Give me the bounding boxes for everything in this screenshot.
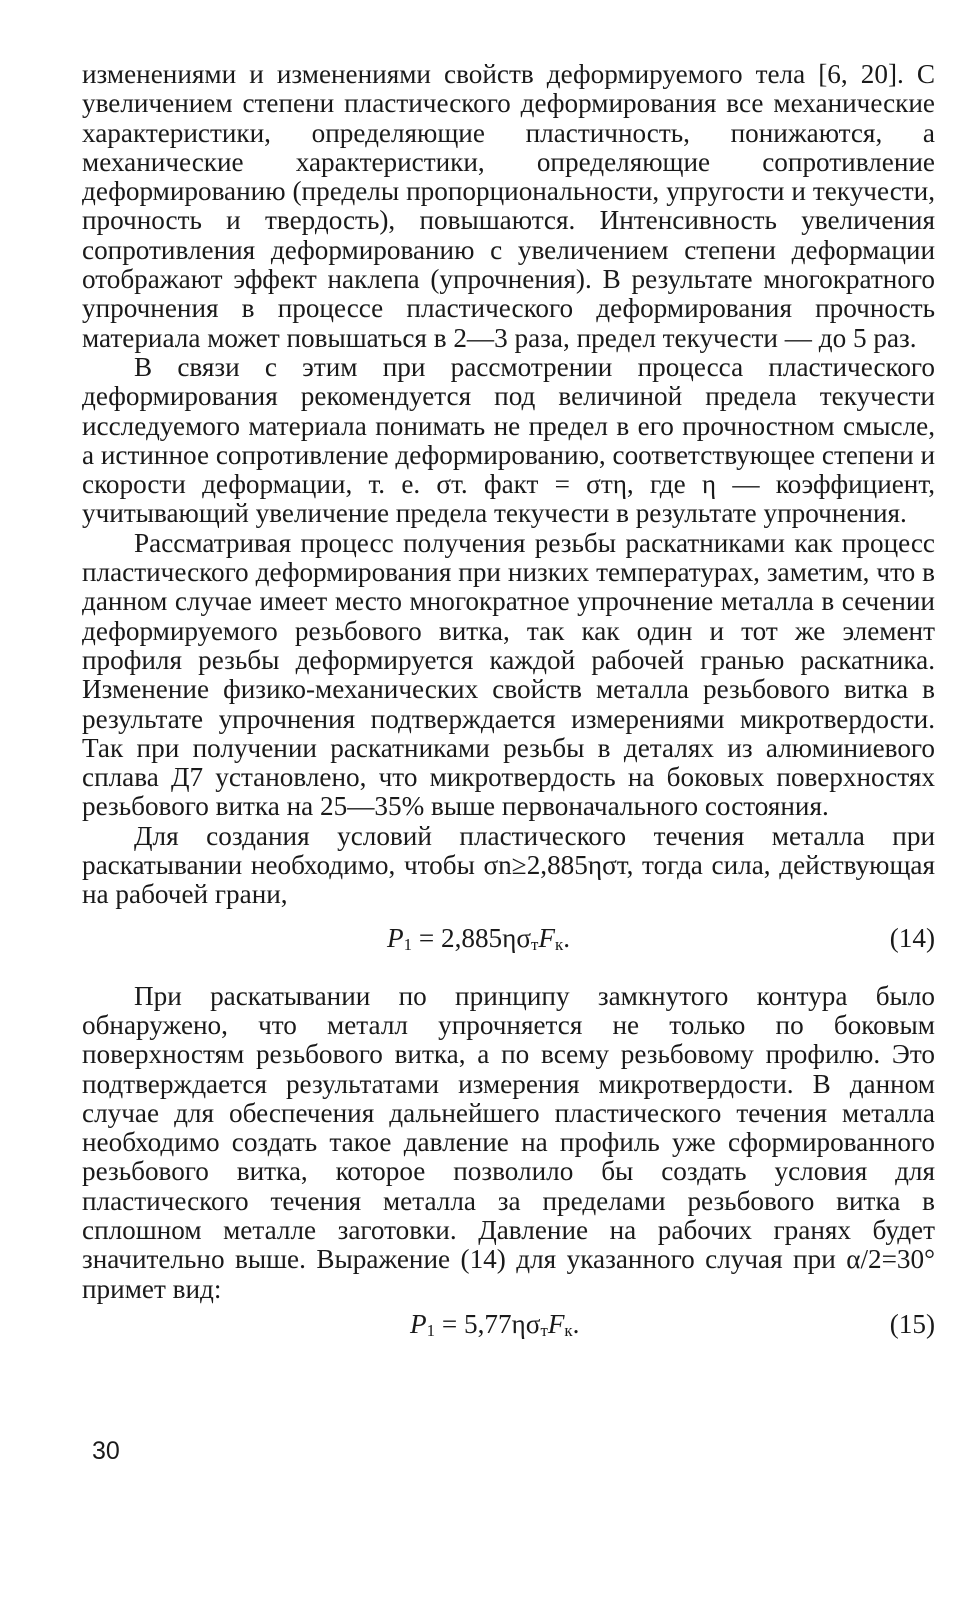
paragraph-4: Для создания условий пластического течения металла при раскатывании необходимо, чтобы σn≥2,885ησт, тогда сила, действующая на рабочей грани, xyxy=(82,820,935,910)
formula-14-number: (14) xyxy=(889,922,935,953)
formula-15-expression: $P_1 = 5,77\eta\sigma_тF_к$. xyxy=(410,1308,580,1340)
paragraph-1: изменениями и изменениями свойств деформируемого тела [6, 20]. С увеличением степени пластического деформирования все механические характеристики, определяющие пластичность, понижаются, а механические характеристики, определяющие сопротивление деформированию (пределы пропорциональности, упругости и текучести, прочность и твердость), повышаются. Интенсивность увеличения сопротивления деформированию с увеличением степени деформации отображают эффект наклепа (упрочнения). В результате многократного упрочнения в процессе пластического деформирования прочность материала может повышаться в 2—3 раза, предел текучести — до 5 раз. xyxy=(82,59,935,353)
paragraph-2: В связи с этим при рассмотрении процесса пластического деформирования рекомендуется под величиной предела текучести исследуемого материала понимать не предел в его прочностном смысле, а истинное сопротивление деформированию, соответствующее степени и скорости деформации, т. е. σт. факт = σтη, где η — коэффициент, учитывающий увеличение предела текучести в результате упрочнения. xyxy=(82,351,935,529)
formula-14 xyxy=(82,910,935,968)
formula-15-number: (15) xyxy=(889,1308,935,1339)
page-number: 30 xyxy=(92,1437,120,1465)
formula-14-expression: $P_1 = 2,885\eta\sigma_тF_к$. xyxy=(387,922,571,954)
formula-15 xyxy=(82,1304,935,1348)
paragraph-3: Рассматривая процесс получения резьбы раскатниками как процесс пластического деформирования при низких температурах, заметим, что в данном случае имеет место многократное упрочнение металла в сечении деформируемого резьбового витка, так как один и тот же элемент профиля резьбы деформируется каждой рабочей гранью раскатника. Изменение физико-механических свойств металла резьбового витка в результате упрочнения подтверждается измерениями микротвердости. Так при получении раскатниками резьбы в деталях из алюминиевого сплава Д7 установлено, что микротвердость на боковых поверхностях резьбового витка на 25—35% выше первоначального состояния. xyxy=(82,527,935,822)
paragraph-5: При раскатывании по принципу замкнутого контура было обнаружено, что металл упрочняется не только по боковым поверхностям резьбового витка, а по всему резьбовому профилю. Это подтверждается результатами измерения микротвердости. В данном случае для обеспечения дальнейшего пластического течения металла необходимо создать такое давление на профиль уже сформированного резьбового витка, которое позволило бы создать условия для пластического течения металла за пределами резьбового витка в сплошном металле заготовки. Давление на рабочих гранях будет значительно выше. Выражение (14) для указанного случая при α/2=30° примет вид: xyxy=(82,980,935,1304)
